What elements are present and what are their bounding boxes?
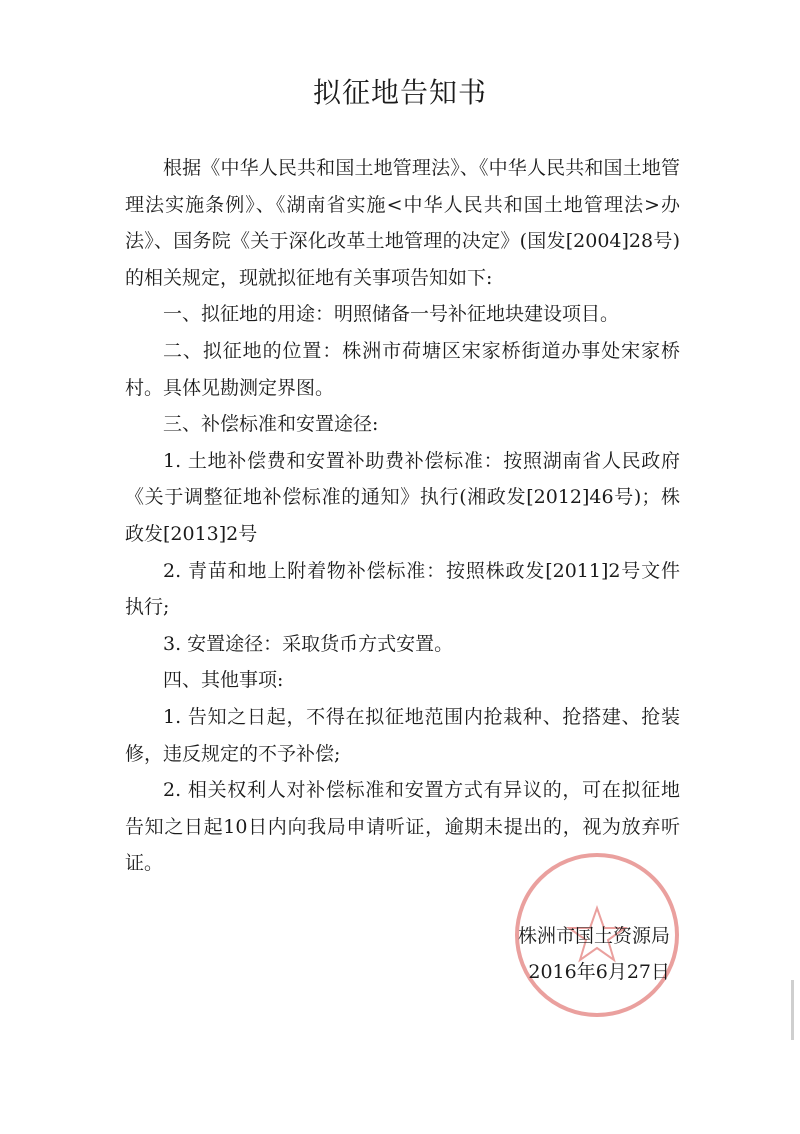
- paragraph-other-2: 2. 相关权利人对补偿标准和安置方式有异议的，可在拟征地告知之日起10日内向我局申请听证，逾期未提出的，视为放弃听证。: [125, 779, 680, 875]
- paragraph-compensation-3: 3. 安置途径：采取货币方式安置。: [163, 632, 454, 655]
- paragraph-location: 二、拟征地的位置：株洲市荷塘区宋家桥街道办事处宋家桥村。具体见勘测定界图。: [125, 339, 680, 399]
- paragraph-compensation-heading: 三、补偿标准和安置途径:: [163, 413, 379, 436]
- scan-edge-mark: [791, 980, 794, 1040]
- document-body: [125, 150, 680, 882]
- signature-date: 2016年6月27日: [528, 961, 670, 983]
- paragraph-legal-basis: 根据《中华人民共和国土地管理法》、《中华人民共和国土地管理法实施条例》、《湖南省实施<中华人民共和国土地管理法>办法》、国务院《关于深化改革土地管理的决定》(国发[2004]28号)的相关规定，现就拟征地有关事项告知如下:: [125, 157, 680, 289]
- paragraph-other-1: 1. 告知之日起，不得在拟征地范围内抢栽种、抢搭建、抢装修，违反规定的不予补偿;: [125, 705, 680, 765]
- paragraph-other-heading: 四、其他事项:: [163, 669, 284, 692]
- paragraph-compensation-1: 1. 土地补偿费和安置补助费补偿标准：按照湖南省人民政府《关于调整征地补偿标准的通知》执行(湘政发[2012]46号)；株政发[2013]2号: [125, 449, 680, 545]
- document-title: 拟征地告知书: [312, 76, 487, 109]
- signature-organization: 株洲市国土资源局: [517, 925, 670, 947]
- paragraph-compensation-2: 2. 青苗和地上附着物补偿标准：按照株政发[2011]2号文件执行;: [125, 559, 680, 619]
- signature-block: [518, 918, 670, 990]
- paragraph-purpose: 一、拟征地的用途：明照储备一号补征地块建设项目。: [163, 303, 620, 326]
